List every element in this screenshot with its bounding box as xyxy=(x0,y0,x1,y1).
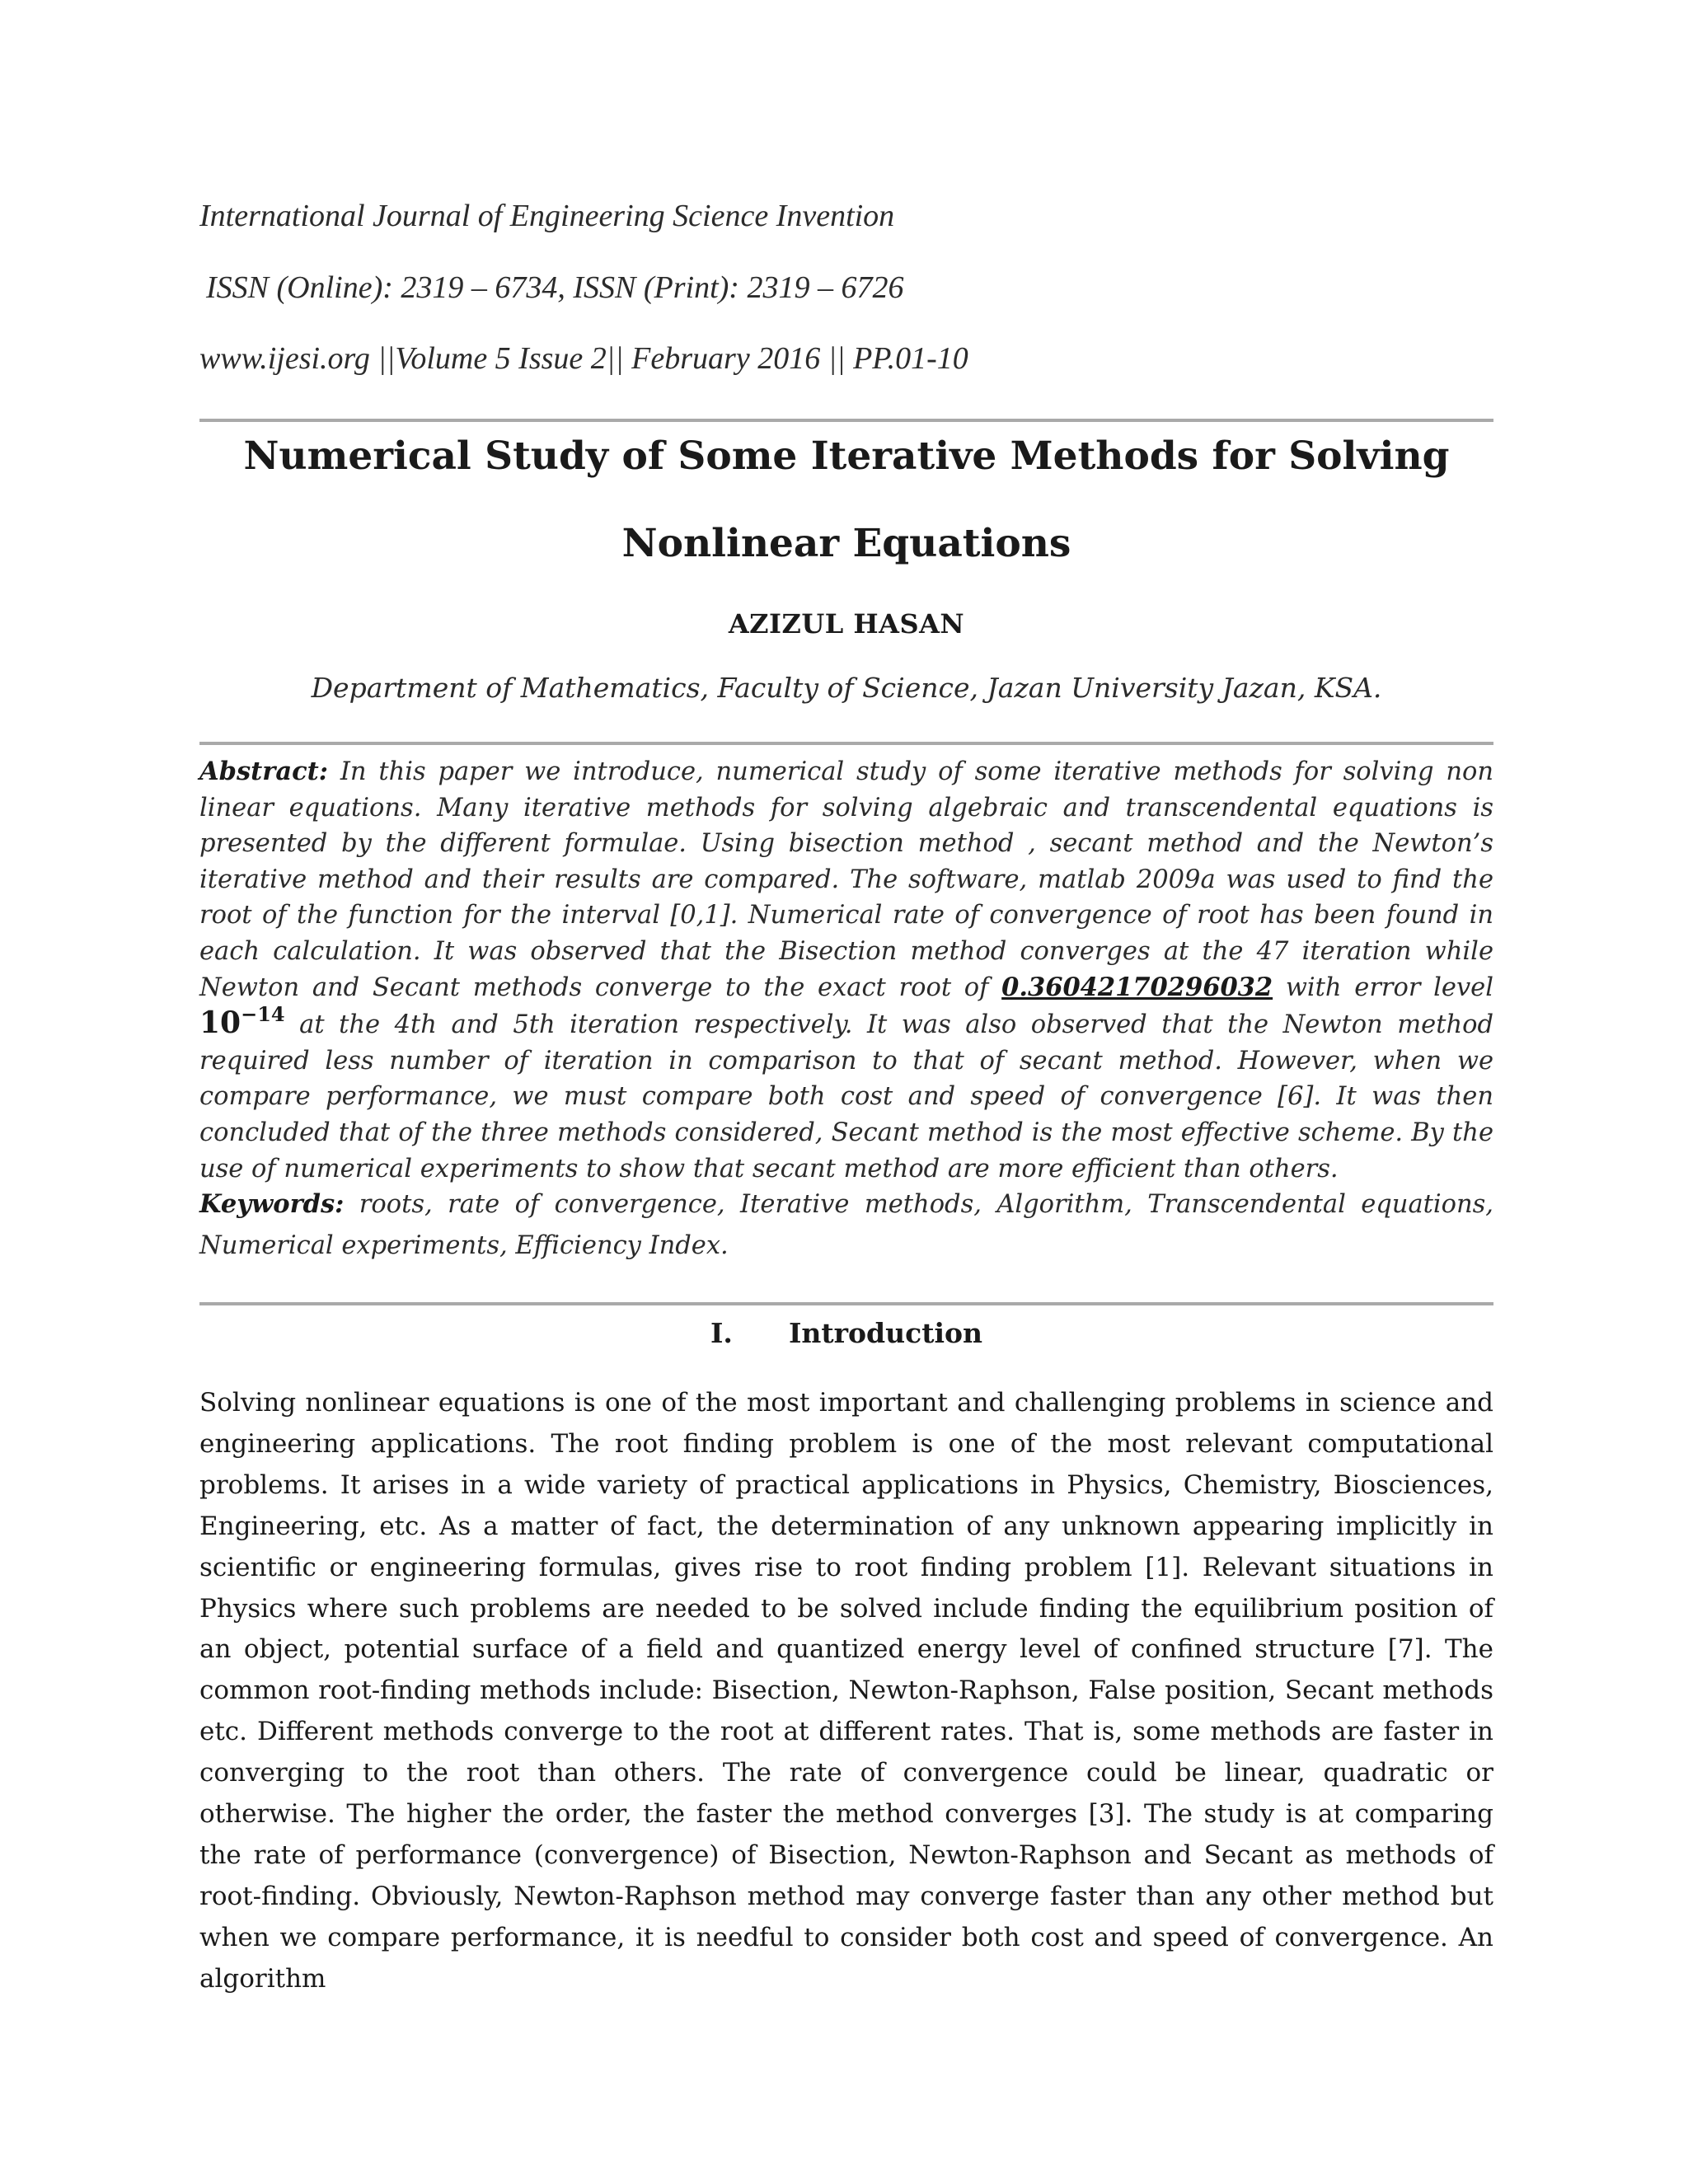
header-divider xyxy=(199,419,1493,422)
abstract xyxy=(199,754,1493,1187)
abstract-text-part-1: In this paper we introduce, numerical study of some iterative methods for solving non linear equations. Many iterative methods for solving algebraic and transcendental equations is presented by the different formulae. Using bisection method , secant method and the Newton’s iterative method and their results are compared. The software, matlab 2009a was used to find the root of the function for the interval [0,1]. Numerical rate of convergence of root has been found in each calculation. It was observed that the Bisection method converges at the 47 iteration while Newton and Secant methods converge to the exact root of xyxy=(199,757,1493,1002)
keywords xyxy=(199,1183,1493,1267)
exact-root-value: 0.36042170296032 xyxy=(1001,972,1273,1002)
abstract-text-part-3: at the 4th and 5th iteration respectively. It was also observed that the Newton method required less number of iteration in comparison to that of secant method. However, when we compare performance, we must compare both cost and speed of convergence [6]. It was then concluded that of the three methods considered, Secant method is the most effective scheme. By the use of numerical experiments to show that secant method are more efficient than others. xyxy=(199,1010,1493,1183)
abstract-text-part-2: with error level xyxy=(1273,972,1493,1002)
introduction-paragraph: Solving nonlinear equations is one of the most important and challenging problems in science and engineering applications. The root finding problem is one of the most relevant computational problems. It arises in a wide variety of practical applications in Physics, Chemistry, Biosciences, Engineering, etc. As a matter of fact, the determination of any unknown appearing implicitly in scientific or engineering formulas, gives rise to root finding problem [1]. Relevant situations in Physics where such problems are needed to be solved include finding the equilibrium position of an object, potential surface of a field and quantized energy level of confined structure [7]. The common root-finding methods include: Bisection, Newton-Raphson, False position, Secant methods etc. Different methods converge to the root at different rates. That is, some methods are faster in converging to the root than others. The rate of convergence could be linear, quadratic or otherwise. The higher the order, the faster the method converges [3]. The study is at comparing the rate of performance (convergence) of Bisection, Newton-Raphson and Secant as methods of root-finding. Obviously, Newton-Raphson method may converge faster than any other method but when we compare performance, it is needful to consider both cost and speed of convergence. An algorithm xyxy=(199,1388,1493,1994)
journal-volume-info: www.ijesi.org ||Volume 5 Issue 2|| February 2016 || PP.01-10 xyxy=(199,341,968,376)
introduction-body xyxy=(199,1383,1493,2000)
section-divider xyxy=(199,1302,1493,1305)
keywords-label: Keywords: xyxy=(199,1189,345,1219)
section-number: I. xyxy=(710,1317,733,1349)
error-exponent: −14 xyxy=(241,1002,285,1027)
abstract-divider xyxy=(199,742,1493,745)
author-affiliation: Department of Mathematics, Faculty of Science, Jazan University Jazan, KSA. xyxy=(311,672,1382,704)
error-base: 10 xyxy=(199,1005,241,1041)
paper-title-line-1: Numerical Study of Some Iterative Methods for Solving xyxy=(243,434,1450,479)
paper-title-line-2: Nonlinear Equations xyxy=(621,521,1071,566)
abstract-label: Abstract: xyxy=(199,757,328,786)
author-name: AZIZUL HASAN xyxy=(728,608,965,640)
section-title: Introduction xyxy=(788,1317,982,1349)
journal-issn: ISSN (Online): 2319 – 6734, ISSN (Print): 2319 – 6726 xyxy=(206,270,904,305)
error-level xyxy=(199,1002,285,1041)
section-heading xyxy=(199,1317,1493,1349)
keywords-text: roots, rate of convergence, Iterative methods, Algorithm, Transcendental equations, Numerical experiments, Efficiency Index. xyxy=(199,1190,1493,1260)
journal-name: International Journal of Engineering Science Invention xyxy=(199,199,895,233)
